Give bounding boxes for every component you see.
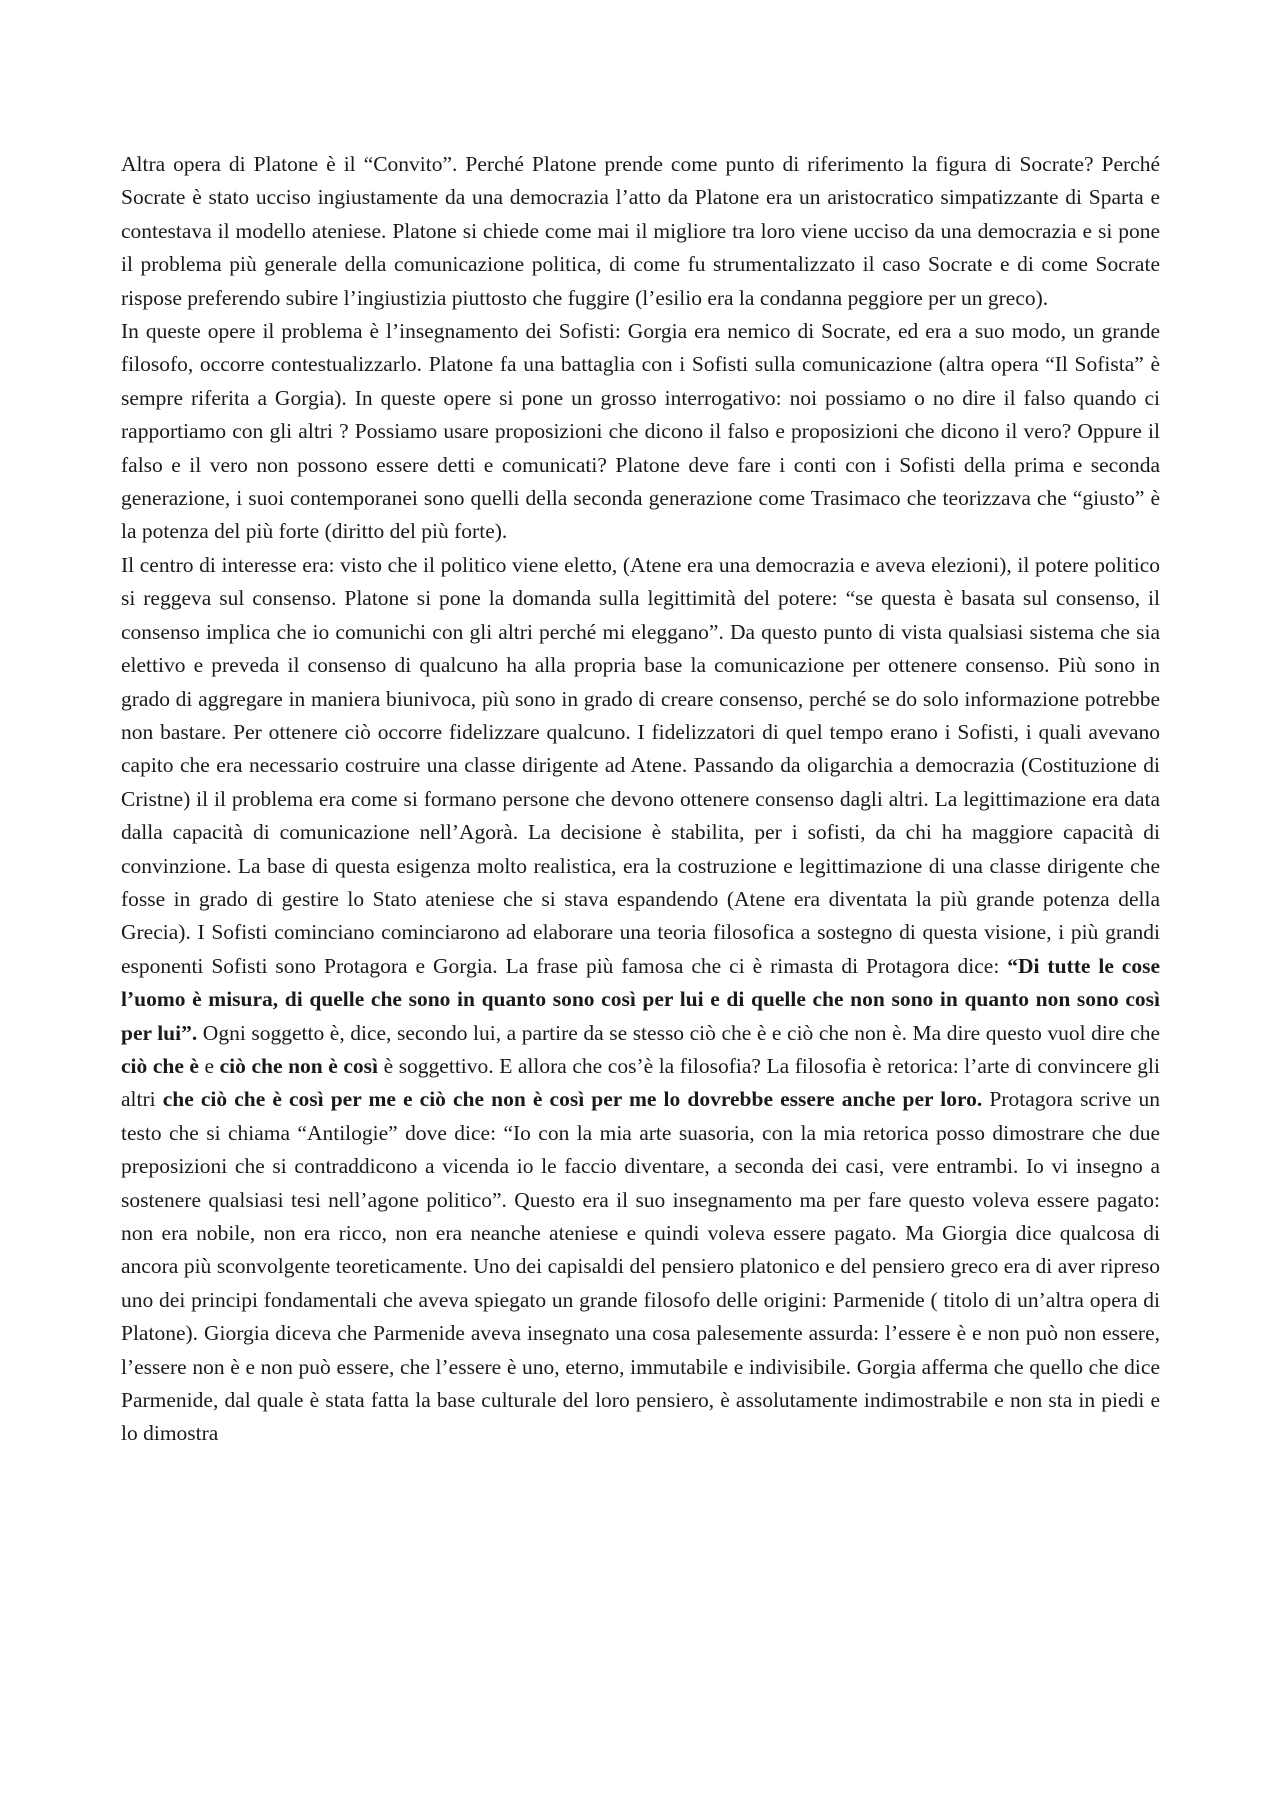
bold-phrase: ciò che non è così: [219, 1053, 379, 1078]
paragraph-consenso: [121, 549, 1160, 1451]
bold-quote-protagora: “Di tutte le cose l’uomo è misura, di quelle che sono in quanto sono così per lui e di quelle che non sono in quanto non sono così per lui”.: [121, 953, 1160, 1045]
text-run: Il centro di interesse era: visto che il politico viene eletto, (Atene era una democrazia e aveva elezioni), il potere politico si reggeva sul consenso. Platone si pone la domanda sulla legittimità del potere: “se questa è basata sul consenso, il consenso implica che io comunichi con gli altri perché mi eleggano”. Da questo punto di vista qualsiasi sistema che sia elettivo e preveda il consenso di qualcuno ha alla propria base la comunicazione per ottenere consenso. Più sono in grado di aggregare in maniera biunivoca, più sono in grado di creare consenso, perché se do solo informazione potrebbe non bastare. Per ottenere ciò occorre fidelizzare qualcuno. I fidelizzatori di quel tempo erano i Sofisti, i quali avevano capito che era necessario costruire una classe dirigente ad Atene. Passando da oligarchia a democrazia (Costituzione di Cristne) il il problema era come si formano persone che devono ottenere consenso dagli altri. La legittimazione era data dalla capacità di comunicazione nell’Agorà. La decisione è stabilita, per i sofisti, da chi ha maggiore capacità di convinzione. La base di questa esigenza molto realistica, era la costruzione e legittimazione di una classe dirigente che fosse in grado di gestire lo Stato ateniese che si stava espandendo (Atene era diventata la più grande potenza della Grecia). I Sofisti cominciano cominciarono ad elaborare una teoria filosofica a sostegno di questa visione, i più grandi esponenti Sofisti sono Protagora e Gorgia. La frase più famosa che ci è rimasta di Protagora dice:: [121, 552, 1160, 978]
text-run: Ogni soggetto è, dice, secondo lui, a partire da se stesso ciò che è e ciò che non è. Ma dire questo vuol dire che: [197, 1020, 1161, 1045]
text-run: Protagora scrive un testo che si chiama “Antilogie” dove dice: “Io con la mia arte suasoria, con la mia retorica posso dimostrare che due preposizioni che si contraddicono a vicenda io le faccio diventare, a seconda dei casi, vere entrambi. Io vi insegno a sostenere qualsiasi tesi nell’agone politico”. Questo era il suo insegnamento ma per fare questo voleva essere pagato: non era nobile, non era ricco, non era neanche ateniese e quindi voleva essere pagato. Ma Giorgia dice qualcosa di ancora più sconvolgente teoreticamente. Uno dei capisaldi del pensiero platonico e del pensiero greco era di aver ripreso uno dei principi fondamentali che aveva spiegato un grande filosofo delle origini: Parmenide ( titolo di un’altra opera di Platone). Giorgia diceva che Parmenide aveva insegnato una cosa palesemente assurda: l’essere è e non può non essere, l’essere non è e non può essere, che l’essere è uno, eterno, immutabile e indivisibile. Gorgia afferma che quello che dice Parmenide, dal quale è stata fatta la base culturale del loro pensiero, è assolutamente indimostrabile e non sta in piedi e lo dimostra: [121, 1087, 1160, 1446]
text-run: è soggettivo. E allora che cos’è la filosofia? La filosofia è retorica: l’arte di convincere gli altri: [121, 1053, 1160, 1112]
document-body: [121, 148, 1160, 1451]
text-run: In queste opere il problema è l’insegnamento dei Sofisti: Gorgia era nemico di Socrate, ed era a suo modo, un grande filosofo, occorre contestualizzarlo. Platone fa una battaglia con i Sofisti sulla comunicazione (altra opera “Il Sofista” è sempre riferita a Gorgia). In queste opere si pone un grosso interrogativo: noi possiamo o no dire il falso quando ci rapportiamo con gli altri ? Possiamo usare proposizioni che dicono il falso e proposizioni che dicono il vero? Oppure il falso e il vero non possono essere detti e comunicati? Platone deve fare i conti con i Sofisti della prima e seconda generazione, i suoi contemporanei sono quelli della seconda generazione come Trasimaco che teorizzava che “giusto” è la potenza del più forte (diritto del più forte).: [121, 319, 1160, 544]
text-run: Altra opera di Platone è il “Convito”. Perché Platone prende come punto di riferimento la figura di Socrate? Perché Socrate è stato ucciso ingiustamente da una democrazia l’atto da Platone era un aristocratico simpatizzante di Sparta e contestava il modello ateniese. Platone si chiede come mai il migliore tra loro viene ucciso da una democrazia e si pone il problema più generale della comunicazione politica, di come fu strumentalizzato il caso Socrate e di come Socrate rispose preferendo subire l’ingiustizia piuttosto che fuggire (l’esilio era la condanna peggiore per un greco).: [121, 152, 1160, 310]
paragraph-sofisti: [121, 315, 1160, 549]
bold-phrase: che ciò che è così per me e ciò che non è così per me lo dovrebbe essere anche per loro.: [162, 1087, 983, 1112]
text-run: e: [198, 1053, 220, 1078]
paragraph-convito: [121, 148, 1160, 315]
bold-phrase: ciò che è: [121, 1053, 199, 1078]
